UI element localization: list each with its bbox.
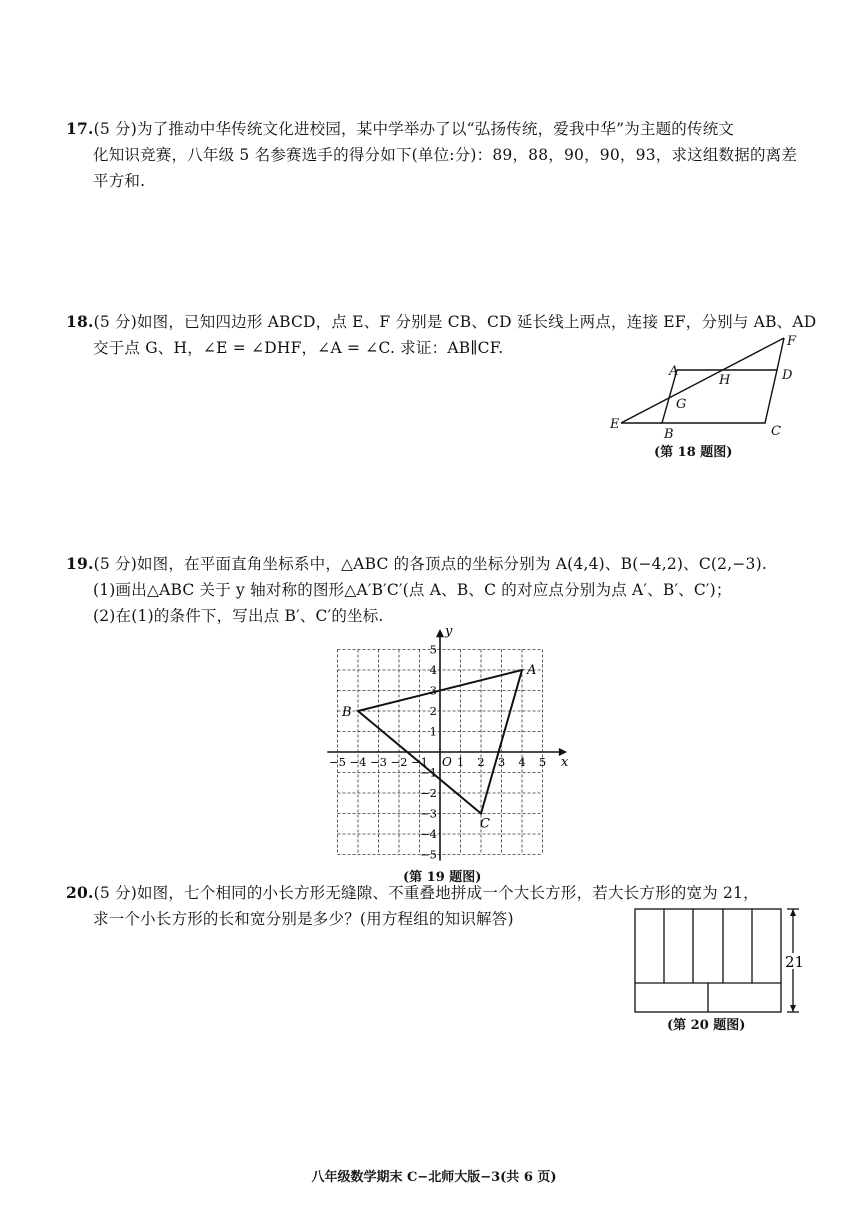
question-text-line: (2)在(1)的条件下，写出点 B′、C′的坐标.: [93, 607, 384, 625]
point-label-a: A: [527, 663, 537, 678]
y-tick-label: −5: [420, 847, 437, 862]
question-text-line: 化知识竞赛，八年级 5 名参赛选手的得分如下(单位:分)：89，88，90，90，93，求这组数据的离差: [93, 146, 798, 164]
question-text-line: 交于点 G、H，∠E = ∠DHF，∠A = ∠C. 求证：AB∥CF.: [93, 339, 504, 357]
x-axis-label: x: [561, 755, 569, 770]
point-label-f: F: [787, 334, 797, 349]
point-label-d: D: [782, 368, 793, 383]
question-number: 17.: [66, 119, 94, 138]
y-tick-label: 3: [429, 683, 437, 698]
triangle-abc: [341, 663, 536, 832]
question-number: 20.: [66, 883, 94, 902]
figure-20-rectangles: [630, 903, 810, 1018]
question-text-line: 求一个小长方形的长和宽分别是多少？(用方程组的知识解答): [93, 910, 514, 928]
x-tick-label: 2: [477, 755, 485, 769]
figure-18-caption: (第 18 题图): [654, 445, 733, 460]
question-text-line: 平方和.: [93, 172, 146, 190]
question-text-line: (5 分)如图，七个相同的小长方形无缝隙、不重叠地拼成一个大长方形，若大长方形的宽为 21，: [93, 884, 759, 902]
dimension-label: 21: [785, 953, 805, 971]
y-axis-label: y: [445, 625, 453, 640]
point-label-a: A: [669, 364, 679, 379]
x-tick-label: −2: [390, 755, 408, 769]
x-tick-label: −4: [349, 755, 367, 769]
segment-df: [777, 338, 784, 370]
x-tick-label: 4: [518, 755, 526, 769]
x-tick-label: −1: [411, 755, 428, 769]
question-text-line: (5 分)为了推动中华传统文化进校园，某中学举办了以“弘扬传统，爱我中华”为主题的传统文: [93, 120, 735, 138]
point-label-h: H: [719, 373, 731, 388]
y-tick-label: −1: [420, 765, 437, 780]
y-tick-label: 4: [429, 663, 437, 677]
point-label-e: E: [610, 417, 620, 432]
x-tick-label: 5: [538, 755, 547, 769]
point-label-b: B: [664, 427, 674, 440]
question-text-line: (5 分)如图，已知四边形 ABCD，点 E、F 分别是 CB、CD 延长线上两点，连接 EF，分别与 AB、AD: [93, 313, 817, 331]
y-tick-label: −2: [420, 786, 437, 800]
question-text-line: (1)画出△ABC 关于 y 轴对称的图形△A′B′C′(点 A、B、C 的对应点分别为点 A′、B′、C′)；: [93, 581, 732, 599]
y-tick-label: 1: [429, 724, 437, 739]
y-axis-arrow: [436, 629, 444, 637]
x-tick-label: −3: [370, 755, 387, 769]
figure-19-coordinate-grid: [320, 625, 580, 865]
segment-ef: [621, 338, 784, 423]
question-number: 18.: [66, 312, 94, 331]
y-tick-label: 2: [429, 704, 437, 718]
x-tick-label: 1: [456, 755, 465, 769]
point-label-b: B: [342, 705, 352, 720]
y-tick-label: −4: [420, 827, 437, 841]
figure-20-caption: (第 20 题图): [667, 1018, 746, 1033]
y-tick-label: −3: [420, 806, 437, 821]
question-number: 19.: [66, 554, 94, 573]
point-label-g: G: [676, 397, 687, 412]
x-tick-label: 3: [497, 755, 506, 769]
point-label-c: C: [480, 816, 490, 832]
origin-label: O: [442, 755, 452, 769]
point-label-c: C: [771, 424, 781, 439]
question-text-line: (5 分)如图，在平面直角坐标系中，△ABC 的各顶点的坐标分别为 A(4,4)、B(−4,2)、C(2,−3).: [93, 555, 767, 573]
figure-18-quadrilateral: [600, 330, 810, 440]
question-17: [66, 116, 806, 194]
question-19: [66, 551, 806, 629]
page-footer: 八年级数学期末 C−北师大版−3(共 6 页): [311, 1170, 557, 1185]
axes: [327, 625, 569, 861]
y-tick-label: 5: [429, 642, 437, 657]
figure-19-caption: (第 19 题图): [403, 870, 482, 885]
x-tick-label: −5: [329, 755, 346, 769]
